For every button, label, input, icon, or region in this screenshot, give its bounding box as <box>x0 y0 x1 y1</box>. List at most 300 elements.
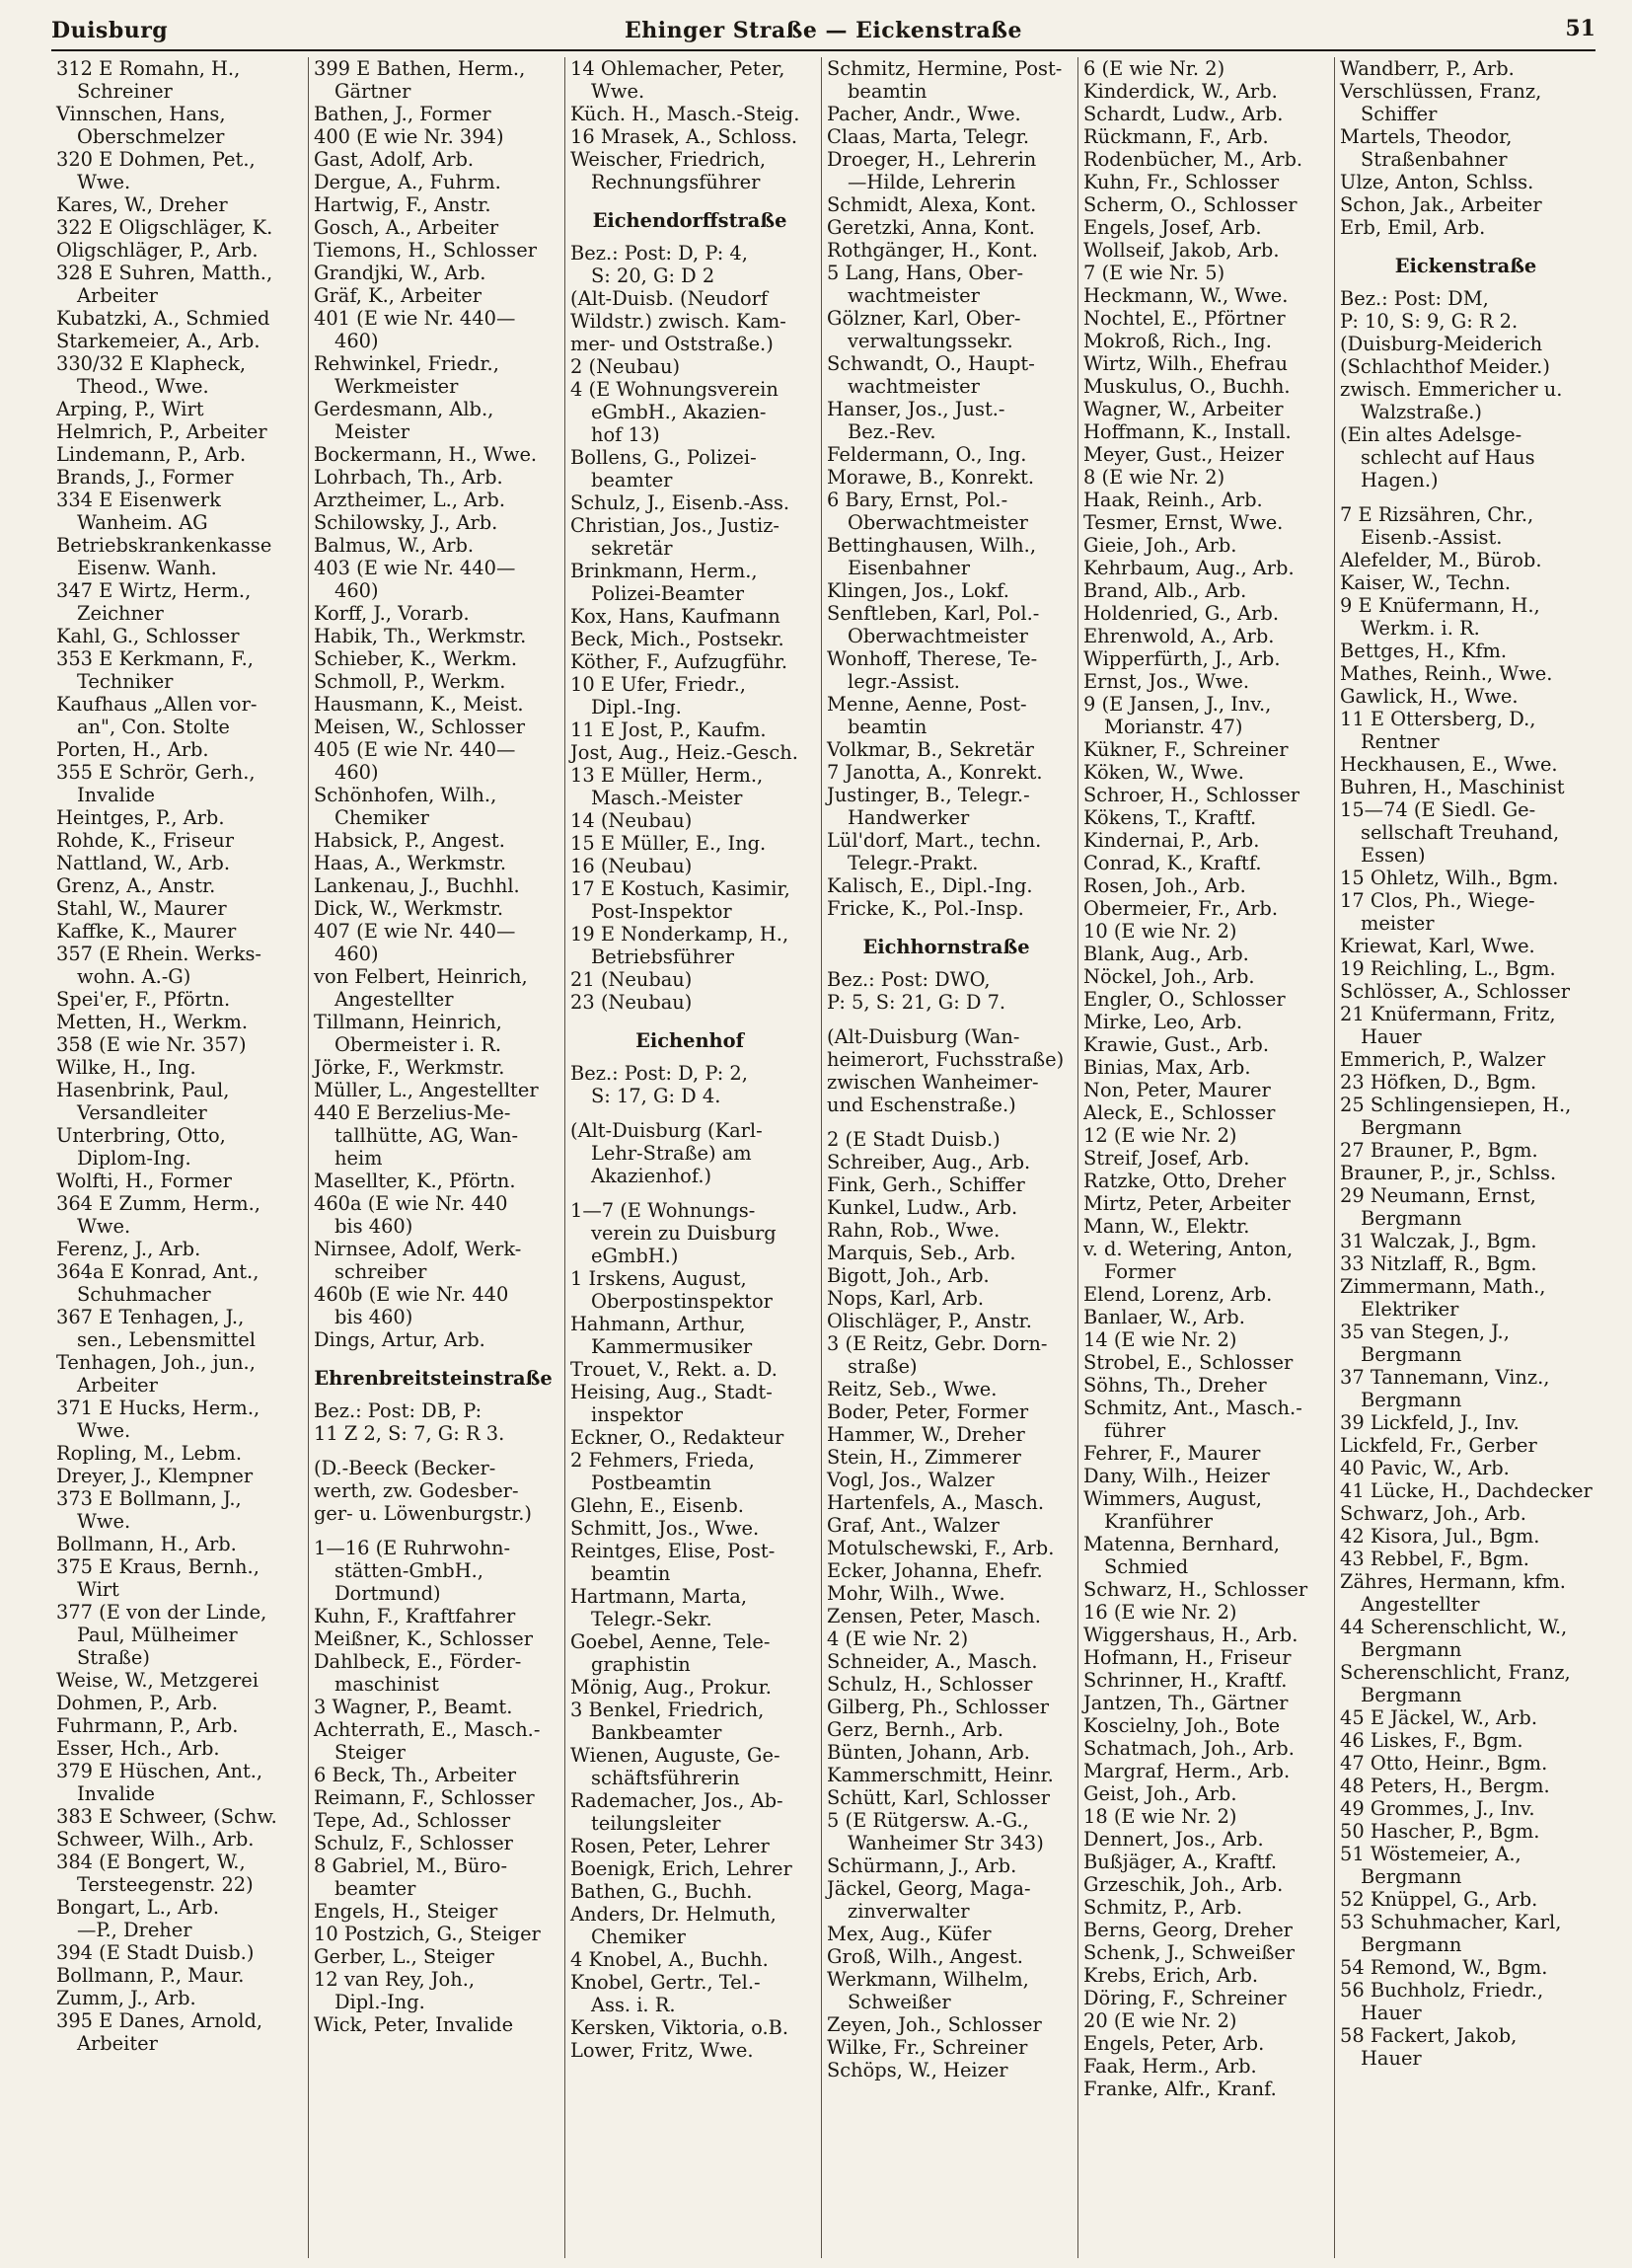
directory-entry: Invalide <box>77 784 155 806</box>
directory-entry: Rodenbücher, M., Arb. <box>1083 148 1303 171</box>
directory-entry: Eisenw. Wanh. <box>77 557 217 579</box>
header-city: Duisburg <box>51 18 169 43</box>
directory-entry: Mohr, Wilh., Wwe. <box>827 1582 1005 1605</box>
directory-entry: 358 (E wie Nr. 357) <box>56 1033 247 1056</box>
directory-entry: Metten, H., Werkm. <box>56 1011 249 1033</box>
directory-entry: Rademacher, Jos., Ab- <box>570 1789 783 1812</box>
directory-entry: 15 E Müller, E., Ing. <box>570 832 767 855</box>
column-1 <box>51 57 300 2258</box>
directory-entry: tallhütte, AG, Wan- <box>334 1124 519 1147</box>
directory-entry: und Eschenstraße.) <box>827 1094 1016 1116</box>
directory-entry: Mönig, Aug., Prokur. <box>570 1676 772 1699</box>
directory-entry: Schiffer <box>1361 103 1438 125</box>
directory-entry: Schrinner, H., Kraftf. <box>1083 1669 1288 1692</box>
directory-entry: Dick, W., Werkmstr. <box>314 897 503 920</box>
street-heading: Eichhornstraße <box>862 936 1030 958</box>
directory-entry: 1 Irskens, August, <box>570 1267 747 1290</box>
directory-entry: 403 (E wie Nr. 440— <box>314 557 516 579</box>
directory-entry: Claas, Marta, Telegr. <box>827 125 1030 148</box>
directory-entry: beamtin <box>848 80 927 103</box>
directory-entry: Arbeiter <box>77 1374 158 1397</box>
directory-entry: 10 Postzich, G., Steiger <box>314 1923 541 1945</box>
directory-entry: 357 (E Rhein. Werks- <box>56 943 261 965</box>
directory-entry: Bez.: Post: DWO, <box>827 968 991 991</box>
directory-entry: Fink, Gerh., Schiffer <box>827 1173 1025 1196</box>
directory-entry: Beck, Mich., Postsekr. <box>570 628 784 650</box>
directory-entry: Boder, Peter, Former <box>827 1400 1029 1423</box>
directory-entry: Bergmann <box>1361 1207 1462 1230</box>
directory-entry: Achterrath, E., Masch.- <box>314 1718 541 1741</box>
directory-entry: Dohmen, P., Arb. <box>56 1692 218 1714</box>
directory-entry: Polizei-Beamter <box>591 582 744 605</box>
directory-entry: Obermeister i. R. <box>334 1033 502 1056</box>
directory-entry: Feldermann, O., Ing. <box>827 443 1027 466</box>
directory-entry: 312 E Romahn, H., <box>56 57 241 80</box>
directory-entry: 40 Pavic, W., Arb. <box>1340 1457 1510 1479</box>
directory-entry: 395 E Danes, Arnold, <box>56 2009 263 2032</box>
column-4 <box>821 57 1071 2258</box>
directory-entry: Vinnschen, Hans, <box>56 103 226 125</box>
directory-entry: 383 E Schweer, (Schw. <box>56 1805 277 1828</box>
directory-entry: wohn. A.-G) <box>77 965 191 988</box>
directory-entry: Kükner, F., Schreiner <box>1083 738 1289 761</box>
directory-entry: Geist, Joh., Arb. <box>1083 1782 1237 1805</box>
directory-entry: Gerz, Bernh., Arb. <box>827 1718 1004 1741</box>
directory-entry: Wandberr, P., Arb. <box>1340 57 1515 80</box>
directory-entry: Rosen, Peter, Lehrer <box>570 1835 770 1857</box>
directory-entry: Graf, Ant., Walzer <box>827 1514 1000 1537</box>
directory-entry: Wimmers, August, <box>1083 1487 1262 1510</box>
directory-entry: Rosen, Joh., Arb. <box>1083 874 1246 897</box>
directory-entry: 44 Scherenschlicht, W., <box>1340 1616 1568 1638</box>
directory-entry: Bankbeamter <box>591 1721 722 1744</box>
directory-entry: Balmus, W., Arb. <box>314 534 475 557</box>
directory-entry: Weischer, Friedrich, <box>570 148 767 171</box>
directory-entry: Mokroß, Rich., Ing. <box>1083 330 1272 352</box>
directory-entry: Tiemons, H., Schlosser <box>314 239 537 262</box>
directory-entry: wachtmeister <box>848 375 980 398</box>
directory-entry: Schlösser, A., Schlosser <box>1340 980 1570 1003</box>
directory-entry: Bathen, J., Former <box>314 103 491 125</box>
directory-entry: 460b (E wie Nr. 440 <box>314 1283 509 1306</box>
directory-entry: Eckner, O., Redakteur <box>570 1426 784 1449</box>
directory-entry: 14 (Neubau) <box>570 809 693 832</box>
directory-entry: Schwarz, H., Schlosser <box>1083 1578 1308 1601</box>
directory-entry: 4 Knobel, A., Buchh. <box>570 1948 769 1971</box>
directory-entry: eGmbH., Akazien- <box>591 401 767 423</box>
directory-entry: inspektor <box>591 1403 684 1426</box>
header-street-range: Ehinger Straße — Eickenstraße <box>624 18 1023 43</box>
directory-entry: legr.-Assist. <box>848 670 960 693</box>
page-number: 51 <box>1565 16 1595 41</box>
directory-entry: Mirke, Leo, Arb. <box>1083 1011 1243 1033</box>
directory-entry: Anders, Dr. Helmuth, <box>570 1903 777 1926</box>
directory-entry: 322 E Oligschläger, K. <box>56 216 273 239</box>
directory-entry: Bez.: Post: DM, <box>1340 287 1489 310</box>
directory-entry: Christian, Jos., Justiz- <box>570 514 779 537</box>
directory-entry: 320 E Dohmen, Pet., <box>56 148 256 171</box>
directory-entry: Schulz, H., Schlosser <box>827 1673 1033 1696</box>
directory-entry: Alefelder, M., Bürob. <box>1340 549 1542 571</box>
directory-entry: 3 Benkel, Friedrich, <box>570 1699 765 1721</box>
directory-entry: 54 Remond, W., Bgm. <box>1340 1956 1548 1979</box>
directory-entry: Tesmer, Ernst, Wwe. <box>1083 511 1284 534</box>
directory-entry: 52 Knüppel, G., Arb. <box>1340 1888 1538 1911</box>
directory-entry: Droeger, H., Lehrerin <box>827 148 1037 171</box>
directory-entry: 373 E Bollmann, J., <box>56 1487 242 1510</box>
directory-entry: 3 (E Reitz, Gebr. Dorn- <box>827 1332 1048 1355</box>
directory-entry: Hauer <box>1361 2002 1422 2024</box>
directory-entry: Scherenschlicht, Franz, <box>1340 1661 1571 1684</box>
directory-entry: Ferenz, J., Arb. <box>56 1238 201 1260</box>
directory-entry: Oberschmelzer <box>77 125 225 148</box>
directory-entry: Gilberg, Ph., Schlosser <box>827 1696 1049 1718</box>
directory-entry: Bergmann <box>1361 1865 1462 1888</box>
directory-entry: 13 E Müller, Herm., <box>570 764 764 787</box>
directory-entry: Gosch, A., Arbeiter <box>314 216 499 239</box>
directory-entry: 1—7 (E Wohnungs- <box>570 1199 756 1222</box>
directory-entry: S: 20, G: D 2 <box>591 265 715 287</box>
directory-entry: Zimmermann, Math., <box>1340 1275 1546 1298</box>
directory-entry: Nops, Karl, Arb. <box>827 1287 985 1310</box>
directory-entry: Bettinghausen, Wilh., <box>827 534 1036 557</box>
directory-entry: Masch.-Meister <box>591 787 743 809</box>
directory-entry: Oberwachtmeister <box>848 511 1028 534</box>
directory-entry: Meißner, K., Schlosser <box>314 1627 534 1650</box>
directory-entry: 12 van Rey, Joh., <box>314 1968 476 1991</box>
directory-entry: 2 Fehmers, Frieda, <box>570 1449 755 1472</box>
directory-entry: meister <box>1361 912 1435 935</box>
directory-entry: Franke, Alfr., Kranf. <box>1083 2078 1277 2100</box>
directory-entry: Brand, Alb., Arb. <box>1083 579 1247 602</box>
directory-entry: Paul, Mülheimer <box>77 1624 238 1646</box>
directory-entry: Zeyen, Joh., Schlosser <box>827 2013 1042 2036</box>
directory-entry: Handwerker <box>848 806 970 829</box>
directory-entry: 43 Rebbel, F., Bgm. <box>1340 1548 1529 1570</box>
directory-entry: Invalide <box>77 1782 155 1805</box>
directory-entry: Wirt <box>77 1578 119 1601</box>
directory-entry: Kranführer <box>1104 1510 1213 1533</box>
directory-entry: Wwe. <box>77 1510 131 1533</box>
directory-entry: Elend, Lorenz, Arb. <box>1083 1283 1273 1306</box>
directory-entry: 58 Fackert, Jakob, <box>1340 2024 1518 2047</box>
directory-entry: Tersteegenstr. 22) <box>77 1873 254 1896</box>
directory-entry: Schatmach, Joh., Arb. <box>1083 1737 1295 1760</box>
directory-entry: 27 Brauner, P., Bgm. <box>1340 1139 1538 1162</box>
directory-entry: Senftleben, Karl, Pol.- <box>827 602 1040 625</box>
directory-entry: Tenhagen, Joh., jun., <box>56 1351 256 1374</box>
directory-entry: 379 E Hüschen, Ant., <box>56 1760 263 1782</box>
directory-entry: Morianstr. 47) <box>1104 716 1243 738</box>
directory-entry: Rechnungsführer <box>591 171 761 193</box>
directory-entry: Brauner, P., jr., Schlss. <box>1340 1162 1557 1184</box>
directory-entry: Straßenbahner <box>1361 148 1508 171</box>
directory-entry: Schreiber, Aug., Arb. <box>827 1151 1031 1173</box>
directory-entry: Hammer, W., Dreher <box>827 1423 1025 1446</box>
directory-entry: Schneider, A., Masch. <box>827 1650 1038 1673</box>
directory-entry: von Felbert, Heinrich, <box>314 965 528 988</box>
directory-entry: Lickfeld, Fr., Gerber <box>1340 1434 1537 1457</box>
directory-entry: Schulz, J., Eisenb.-Ass. <box>570 491 790 514</box>
directory-entry: Oberpostinspektor <box>591 1290 773 1313</box>
spacer <box>822 1014 1071 1025</box>
directory-entry: Bußjäger, A., Kraftf. <box>1083 1851 1278 1873</box>
directory-entry: Schenk, J., Schweißer <box>1083 1941 1296 1964</box>
directory-entry: Ratzke, Otto, Dreher <box>1083 1170 1287 1192</box>
directory-entry: Bergmann <box>1361 1684 1462 1706</box>
spacer <box>309 1445 557 1457</box>
directory-entry: Emmerich, P., Walzer <box>1340 1048 1546 1071</box>
directory-entry: —Hilde, Lehrerin <box>848 171 1016 193</box>
directory-entry: Hofmann, H., Friseur <box>1083 1646 1292 1669</box>
directory-entry: Tepe, Ad., Schlosser <box>314 1809 511 1832</box>
directory-entry: Grzeschik, Joh., Arb. <box>1083 1873 1284 1896</box>
directory-entry: stätten-GmbH., <box>334 1559 483 1582</box>
directory-entry: Glehn, E., Eisenb. <box>570 1494 744 1517</box>
directory-entry: Heckmann, W., Wwe. <box>1083 284 1289 307</box>
directory-entry: Morawe, B., Konrekt. <box>827 466 1035 489</box>
directory-entry: Elektriker <box>1361 1298 1459 1321</box>
directory-entry: Schütt, Karl, Schlosser <box>827 1786 1051 1809</box>
directory-entry: Justinger, B., Telegr.- <box>827 784 1030 806</box>
directory-entry: beamtin <box>848 716 927 738</box>
directory-entry: Betriebsführer <box>591 945 734 968</box>
directory-entry: Grenz, A., Anstr. <box>56 874 216 897</box>
directory-entry: Former <box>1104 1260 1176 1283</box>
directory-entry: Schroer, H., Schlosser <box>1083 784 1300 806</box>
directory-entry: 16 (E wie Nr. 2) <box>1083 1601 1237 1624</box>
directory-entry: 45 E Jäckel, W., Arb. <box>1340 1706 1537 1729</box>
directory-entry: werth, zw. Godesber- <box>314 1479 519 1502</box>
directory-entry: Heising, Aug., Stadt- <box>570 1381 773 1403</box>
directory-entry: Hausmann, K., Meist. <box>314 693 524 716</box>
directory-entry: Fricke, K., Pol.-Insp. <box>827 897 1024 920</box>
directory-entry: Essen) <box>1361 844 1426 867</box>
directory-entry: Nirnsee, Adolf, Werk- <box>314 1238 522 1260</box>
directory-entry: Oligschläger, P., Arb. <box>56 239 259 262</box>
directory-entry: Dennert, Jos., Arb. <box>1083 1828 1264 1851</box>
directory-entry: Wwe. <box>591 80 645 103</box>
directory-entry: 11 Z 2, S: 7, G: R 3. <box>314 1422 505 1445</box>
directory-entry: Schulz, F., Schlosser <box>314 1832 513 1854</box>
street-heading: Eickenstraße <box>1394 255 1537 277</box>
directory-entry: Kaufhaus „Allen vor- <box>56 693 258 716</box>
directory-entry: 14 Ohlemacher, Peter, <box>570 57 785 80</box>
directory-entry: 347 E Wirtz, Herm., <box>56 579 252 602</box>
directory-entry: 21 (Neubau) <box>570 968 693 991</box>
directory-entry: Kunkel, Ludw., Arb. <box>827 1196 1018 1219</box>
directory-entry: S: 17, G: D 4. <box>591 1085 721 1107</box>
directory-entry: Non, Peter, Maurer <box>1083 1079 1271 1101</box>
directory-entry: Kinderdick, W., Arb. <box>1083 80 1278 103</box>
directory-entry: beamtin <box>591 1562 671 1585</box>
directory-entry: Kriewat, Karl, Wwe. <box>1340 935 1535 957</box>
directory-entry: Rentner <box>1361 730 1440 753</box>
directory-entry: Versandleiter <box>77 1101 207 1124</box>
directory-entry: Heckhausen, E., Wwe. <box>1340 753 1558 776</box>
directory-entry: Schmidt, Alexa, Kont. <box>827 193 1037 216</box>
directory-entry: 355 E Schrör, Gerh., <box>56 761 256 784</box>
directory-entry: Ehrenwold, A., Arb. <box>1083 625 1275 647</box>
directory-entry: Starkemeier, A., Arb. <box>56 330 260 352</box>
directory-entry: Oberwachtmeister <box>848 625 1028 647</box>
directory-entry: Bockermann, H., Wwe. <box>314 443 538 466</box>
directory-entry: Wagner, W., Arbeiter <box>1083 398 1284 420</box>
directory-entry: Dipl.-Ing. <box>591 696 682 718</box>
directory-entry: (Alt-Duisburg (Karl- <box>570 1119 763 1142</box>
directory-entry: Nochtel, E., Pförtner <box>1083 307 1286 330</box>
directory-entry: Dipl.-Ing. <box>334 1991 425 2013</box>
directory-entry: Wick, Peter, Invalide <box>314 2013 514 2036</box>
directory-entry: Schmitt, Jos., Wwe. <box>570 1517 760 1540</box>
directory-entry: Schwandt, O., Haupt- <box>827 352 1035 375</box>
directory-entry: Weise, W., Metzgerei <box>56 1669 259 1692</box>
directory-entry: Haas, A., Werkmstr. <box>314 852 507 874</box>
directory-entry: Knobel, Gertr., Tel.- <box>570 1971 761 1994</box>
directory-entry: Schmied <box>1104 1555 1189 1578</box>
directory-entry: Klingen, Jos., Lokf. <box>827 579 1009 602</box>
directory-entry: sekretär <box>591 537 673 560</box>
directory-entry: Gölzner, Karl, Ober- <box>827 307 1021 330</box>
directory-entry: Holdenried, G., Arb. <box>1083 602 1279 625</box>
directory-entry: mer- und Oststraße.) <box>570 333 774 355</box>
directory-entry: 460) <box>334 943 379 965</box>
directory-entry: 394 (E Stadt Duisb.) <box>56 1941 255 1964</box>
directory-entry: Haak, Reinh., Arb. <box>1083 489 1263 511</box>
directory-entry: 364 E Zumm, Herm., <box>56 1192 260 1215</box>
directory-entry: P: 5, S: 21, G: D 7. <box>827 991 1006 1014</box>
directory-entry: 407 (E wie Nr. 440— <box>314 920 516 943</box>
directory-entry: Margraf, Herm., Arb. <box>1083 1760 1291 1782</box>
directory-entry: Wirtz, Wilh., Ehefrau <box>1083 352 1288 375</box>
directory-entry: beamter <box>591 469 673 491</box>
directory-entry: 364a E Konrad, Ant., <box>56 1260 260 1283</box>
directory-entry: Bongart, L., Arb. <box>56 1896 219 1919</box>
directory-entry: Bergmann <box>1361 1638 1462 1661</box>
directory-entry: Rohde, K., Friseur <box>56 829 235 852</box>
directory-entry: 47 Otto, Heinr., Bgm. <box>1340 1752 1548 1775</box>
directory-entry: Hahmann, Arthur, <box>570 1313 746 1335</box>
directory-entry: Bollmann, H., Arb. <box>56 1533 237 1555</box>
directory-entry: 18 (E wie Nr. 2) <box>1083 1805 1237 1828</box>
directory-entry: Wipperfürth, J., Arb. <box>1083 647 1281 670</box>
directory-entry: Conrad, K., Kraftf. <box>1083 852 1262 874</box>
directory-entry: Schardt, Ludw., Arb. <box>1083 103 1284 125</box>
directory-entry: Wanheim. AG <box>77 511 208 534</box>
directory-entry: Brinkmann, Herm., <box>570 560 758 582</box>
directory-entry: 12 (E wie Nr. 2) <box>1083 1124 1237 1147</box>
spacer <box>565 1187 814 1199</box>
directory-entry: 8 (E wie Nr. 2) <box>1083 466 1225 489</box>
directory-entry: Kökens, T., Kraftf. <box>1083 806 1257 829</box>
directory-entry: 377 (E von der Linde, <box>56 1601 267 1624</box>
directory-entry: Vogl, Jos., Walzer <box>827 1469 995 1491</box>
directory-entry: Mathes, Reinh., Wwe. <box>1340 662 1553 685</box>
directory-entry: Wanheimer Str 343) <box>848 1832 1044 1854</box>
directory-entry: Helmrich, P., Arbeiter <box>56 420 267 443</box>
column-2 <box>308 57 557 2258</box>
directory-entry: Kahl, G., Schlosser <box>56 625 240 647</box>
directory-entry: 14 (E wie Nr. 2) <box>1083 1328 1237 1351</box>
directory-entry: Schweißer <box>848 1991 951 2013</box>
directory-entry: 19 Reichling, L., Bgm. <box>1340 957 1556 980</box>
directory-entry: Wiggershaus, H., Arb. <box>1083 1624 1298 1646</box>
directory-entry: 2 (Neubau) <box>570 355 681 378</box>
directory-entry: Schwarz, Joh., Arb. <box>1340 1502 1526 1525</box>
directory-entry: Lindemann, P., Arb. <box>56 443 247 466</box>
directory-entry: Angestellter <box>1361 1593 1480 1616</box>
spacer <box>565 1107 814 1119</box>
directory-entry: Straße) <box>77 1646 150 1669</box>
directory-entry: Reimann, F., Schlosser <box>314 1786 535 1809</box>
directory-entry: Dany, Wilh., Heizer <box>1083 1465 1270 1487</box>
directory-entry: Schöps, W., Heizer <box>827 2059 1008 2081</box>
directory-columns <box>51 57 1595 2258</box>
directory-entry: bis 460) <box>334 1215 413 1238</box>
directory-entry: maschinist <box>334 1673 439 1696</box>
directory-entry: Bathen, G., Buchh. <box>570 1880 753 1903</box>
directory-entry: Scherm, O., Schlosser <box>1083 193 1298 216</box>
directory-entry: Pacher, Andr., Wwe. <box>827 103 1021 125</box>
directory-entry: Betriebskrankenkasse <box>56 534 272 557</box>
directory-entry: 42 Kisora, Jul., Bgm. <box>1340 1525 1540 1548</box>
directory-entry: Kubatzki, A., Schmied <box>56 307 270 330</box>
directory-entry: Diplom-Ing. <box>77 1147 191 1170</box>
directory-entry: Eisenbahner <box>848 557 970 579</box>
directory-entry: Dahlbeck, E., Förder- <box>314 1650 522 1673</box>
directory-entry: Gerber, L., Steiger <box>314 1945 494 1968</box>
directory-entry: Krebs, Erich, Arb. <box>1083 1964 1259 1987</box>
directory-entry: zwischen Wanheimer- <box>827 1071 1039 1094</box>
directory-entry: 46 Liskes, F., Bgm. <box>1340 1729 1523 1752</box>
directory-entry: verein zu Duisburg <box>591 1222 777 1245</box>
directory-entry: Angestellter <box>334 988 454 1011</box>
directory-entry: Arbeiter <box>77 2032 158 2055</box>
directory-entry: v. d. Wetering, Anton, <box>1083 1238 1294 1260</box>
directory-entry: Geretzki, Anna, Kont. <box>827 216 1035 239</box>
directory-entry: (Alt-Duisburg (Wan- <box>827 1025 1020 1048</box>
directory-entry: Meisen, W., Schlosser <box>314 716 525 738</box>
directory-entry: führer <box>1104 1419 1166 1442</box>
directory-entry: sen., Lebensmittel <box>77 1328 256 1351</box>
directory-entry: Arbeiter <box>77 284 158 307</box>
directory-entry: Kehrbaum, Aug., Arb. <box>1083 557 1295 579</box>
directory-entry: Masellter, K., Pförtn. <box>314 1170 516 1192</box>
directory-entry: Zumm, J., Arb. <box>56 1987 196 2009</box>
directory-entry: Schmitz, Hermine, Post- <box>827 57 1063 80</box>
directory-entry: 16 (Neubau) <box>570 855 693 877</box>
directory-entry: Habsick, P., Angest. <box>314 829 505 852</box>
directory-entry: Muskulus, O., Buchh. <box>1083 375 1291 398</box>
directory-entry: 37 Tannemann, Vinz., <box>1340 1366 1550 1389</box>
directory-entry: Bettges, H., Kfm. <box>1340 640 1508 662</box>
directory-entry: 21 Knüfermann, Fritz, <box>1340 1003 1556 1025</box>
directory-entry: Bergmann <box>1361 1389 1462 1411</box>
directory-entry: 11 E Ottersberg, D., <box>1340 708 1536 730</box>
directory-entry: 31 Walczak, J., Bgm. <box>1340 1230 1537 1252</box>
directory-entry: Steiger <box>334 1741 406 1764</box>
directory-entry: Obermeier, Fr., Arb. <box>1083 897 1278 920</box>
directory-entry: 8 Gabriel, M., Büro- <box>314 1854 508 1877</box>
spacer <box>822 1116 1071 1128</box>
directory-entry: Ecker, Johanna, Ehefr. <box>827 1559 1043 1582</box>
directory-entry: Goebel, Aenne, Tele- <box>570 1630 771 1653</box>
directory-entry: Schweer, Wilh., Arb. <box>56 1828 255 1851</box>
directory-entry: Hagen.) <box>1361 469 1439 491</box>
directory-entry: Kares, W., Dreher <box>56 193 228 216</box>
directory-entry: ger- u. Löwenburgstr.) <box>314 1502 532 1525</box>
directory-entry: Buhren, H., Maschinist <box>1340 776 1565 798</box>
